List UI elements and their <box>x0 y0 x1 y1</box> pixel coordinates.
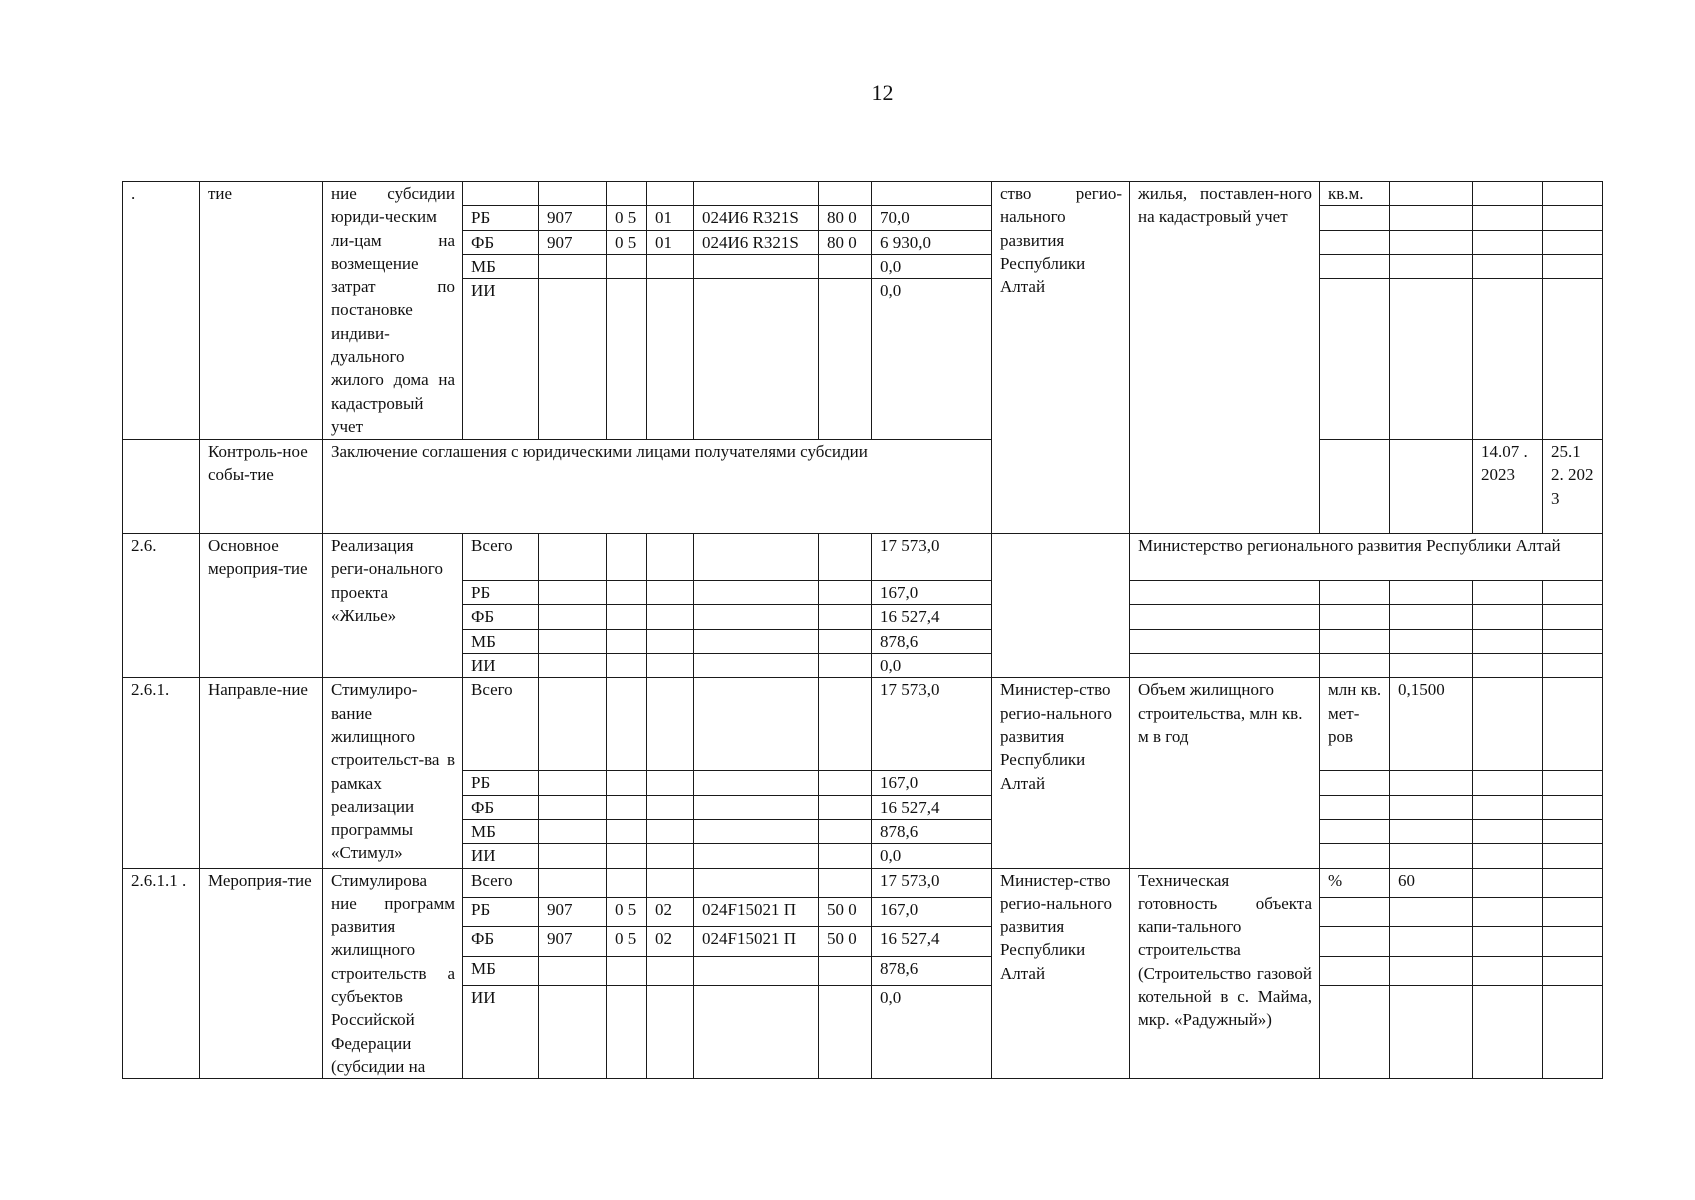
row-type: Мероприя-тие <box>200 868 323 1079</box>
cell <box>1543 986 1603 1079</box>
cell <box>1473 654 1543 678</box>
fin-source: РБ <box>463 771 539 795</box>
fin-grbs <box>539 534 607 581</box>
fin-csr <box>694 534 819 581</box>
row-number: 2.6.1. <box>123 678 200 868</box>
cell <box>1543 819 1603 843</box>
cell <box>1473 927 1543 956</box>
fin-csr: 024F15021 П <box>694 927 819 956</box>
fin-rz: 0 5 <box>607 230 647 254</box>
cell <box>1473 844 1543 868</box>
row-number: 2.6. <box>123 534 200 678</box>
date-end <box>1543 182 1603 206</box>
fin-grbs <box>539 868 607 897</box>
cell <box>1320 279 1390 440</box>
fin-pr <box>647 868 694 897</box>
cell <box>1473 629 1543 653</box>
fin-sum: 167,0 <box>872 771 992 795</box>
cell <box>1543 654 1603 678</box>
fin-vr: 80 0 <box>819 206 872 230</box>
row-type: Направле-ние <box>200 678 323 868</box>
fin-sum: 878,6 <box>872 819 992 843</box>
unit: % <box>1320 868 1390 897</box>
base-value <box>1390 440 1473 534</box>
fin-grbs: 907 <box>539 927 607 956</box>
fin-pr <box>647 629 694 653</box>
fin-grbs <box>539 279 607 440</box>
fin-rz: 0 5 <box>607 927 647 956</box>
fin-rz <box>607 795 647 819</box>
fin-source: МБ <box>463 629 539 653</box>
fin-rz <box>607 629 647 653</box>
fin-rz <box>607 605 647 629</box>
fin-rz <box>607 279 647 440</box>
executor: ство регио-нального развития Республики Алтай <box>992 182 1130 534</box>
fin-grbs: 907 <box>539 230 607 254</box>
fin-csr <box>694 605 819 629</box>
fin-rz: 0 5 <box>607 897 647 926</box>
cell <box>1543 927 1603 956</box>
fin-grbs <box>539 629 607 653</box>
fin-pr: 01 <box>647 230 694 254</box>
date-end <box>1543 678 1603 771</box>
fin-rz <box>607 771 647 795</box>
fin-source: МБ <box>463 819 539 843</box>
cell <box>1543 771 1603 795</box>
fin-sum: 0,0 <box>872 654 992 678</box>
cell <box>1130 605 1320 629</box>
cell <box>1390 956 1473 985</box>
fin-vr: 50 0 <box>819 927 872 956</box>
cell <box>1543 629 1603 653</box>
row-type: Контроль-ное собы-тие <box>200 440 323 534</box>
cell <box>1543 605 1603 629</box>
cell <box>1320 206 1390 230</box>
cell <box>1390 654 1473 678</box>
fin-sum: 70,0 <box>872 206 992 230</box>
fin-sum: 0,0 <box>872 986 992 1079</box>
fin-rz <box>607 678 647 771</box>
fin-source: ФБ <box>463 230 539 254</box>
row-number <box>123 440 200 534</box>
cell <box>1320 795 1390 819</box>
fin-csr <box>694 868 819 897</box>
cell <box>1320 986 1390 1079</box>
fin-vr <box>819 771 872 795</box>
date-start: 14.07 . 2023 <box>1473 440 1543 534</box>
fin-source: Всего <box>463 868 539 897</box>
fin-pr <box>647 254 694 278</box>
cell <box>1320 230 1390 254</box>
fin-grbs <box>539 654 607 678</box>
cell <box>1390 605 1473 629</box>
fin-csr <box>694 819 819 843</box>
cell <box>1543 206 1603 230</box>
cell <box>1390 795 1473 819</box>
cell <box>1320 897 1390 926</box>
fin-grbs <box>539 678 607 771</box>
fin-source: ФБ <box>463 795 539 819</box>
fin-vr <box>819 819 872 843</box>
cell <box>1320 844 1390 868</box>
fin-sum <box>872 182 992 206</box>
fin-sum: 167,0 <box>872 897 992 926</box>
fin-sum: 0,0 <box>872 279 992 440</box>
fin-sum: 17 573,0 <box>872 868 992 897</box>
fin-vr <box>819 581 872 605</box>
cell <box>1390 819 1473 843</box>
cell <box>1473 605 1543 629</box>
fin-rz <box>607 956 647 985</box>
responsible-executor: Министерство регионального развития Республики Алтай <box>1130 534 1603 581</box>
fin-rz <box>607 844 647 868</box>
fin-sum: 16 527,4 <box>872 927 992 956</box>
cell <box>1473 771 1543 795</box>
fin-source: ФБ <box>463 927 539 956</box>
fin-pr <box>647 844 694 868</box>
fin-vr: 50 0 <box>819 897 872 926</box>
fin-sum: 878,6 <box>872 629 992 653</box>
indicator: жилья, поставлен-ного на кадастровый учет <box>1130 182 1320 534</box>
cell <box>1390 254 1473 278</box>
cell <box>1543 795 1603 819</box>
fin-pr: 02 <box>647 927 694 956</box>
cell <box>1320 581 1390 605</box>
fin-pr <box>647 654 694 678</box>
cell <box>1390 986 1473 1079</box>
date-start <box>1473 182 1543 206</box>
cell <box>1130 581 1320 605</box>
cell <box>1390 581 1473 605</box>
fin-sum: 6 930,0 <box>872 230 992 254</box>
cell <box>1473 956 1543 985</box>
fin-csr <box>694 956 819 985</box>
fin-source: МБ <box>463 956 539 985</box>
fin-sum: 167,0 <box>872 581 992 605</box>
fin-vr <box>819 534 872 581</box>
fin-sum: 16 527,4 <box>872 795 992 819</box>
cell <box>1320 927 1390 956</box>
cell <box>1543 279 1603 440</box>
fin-csr <box>694 844 819 868</box>
fin-grbs: 907 <box>539 206 607 230</box>
fin-csr <box>694 254 819 278</box>
indicator: Техническая готовность объекта капи-тального строительства (Строительство газовой котельной в с. Майма, мкр. «Радужный») <box>1130 868 1320 1079</box>
fin-source: Всего <box>463 678 539 771</box>
row-name: ние субсидии юриди-ческим ли-цам на возмещение затрат по постановке индиви-дуального жилого дома на кадастровый учет <box>323 182 463 440</box>
cell <box>1390 927 1473 956</box>
cell <box>1130 654 1320 678</box>
fin-source: РБ <box>463 206 539 230</box>
fin-pr <box>647 605 694 629</box>
executor: Министер-ство регио-нального развития Республики Алтай <box>992 868 1130 1079</box>
row-name: Реализация реги-онального проекта «Жилье» <box>323 534 463 678</box>
fin-grbs <box>539 182 607 206</box>
fin-vr <box>819 182 872 206</box>
date-end <box>1543 868 1603 897</box>
fin-pr <box>647 581 694 605</box>
fin-sum: 0,0 <box>872 844 992 868</box>
fin-pr <box>647 819 694 843</box>
fin-pr: 01 <box>647 206 694 230</box>
cell <box>1473 795 1543 819</box>
fin-csr <box>694 795 819 819</box>
fin-sum: 878,6 <box>872 956 992 985</box>
row-name: Стимулирова ние программ развития жилищного строительств а субъектов Российской Федерации (субсидии на <box>323 868 463 1079</box>
fin-vr <box>819 844 872 868</box>
fin-grbs <box>539 605 607 629</box>
fin-sum: 16 527,4 <box>872 605 992 629</box>
fin-rz <box>607 986 647 1079</box>
cell <box>1390 279 1473 440</box>
cell <box>1390 897 1473 926</box>
fin-source: ФБ <box>463 605 539 629</box>
executor <box>992 534 1130 678</box>
fin-sum: 17 573,0 <box>872 534 992 581</box>
cell <box>1473 819 1543 843</box>
row-name: Стимулиро-вание жилищного строительст-ва в рамках реализации программы «Стимул» <box>323 678 463 868</box>
fin-rz <box>607 254 647 278</box>
cell <box>1473 254 1543 278</box>
fin-grbs <box>539 581 607 605</box>
cell <box>1473 986 1543 1079</box>
row-number: . <box>123 182 200 440</box>
fin-rz: 0 5 <box>607 206 647 230</box>
fin-pr <box>647 986 694 1079</box>
cell <box>1473 206 1543 230</box>
fin-source: РБ <box>463 581 539 605</box>
fin-vr <box>819 678 872 771</box>
date-start <box>1473 678 1543 771</box>
fin-vr <box>819 795 872 819</box>
cell <box>1320 254 1390 278</box>
fin-source: РБ <box>463 897 539 926</box>
fin-grbs <box>539 254 607 278</box>
cell <box>1320 771 1390 795</box>
fin-grbs <box>539 771 607 795</box>
fin-pr <box>647 678 694 771</box>
fin-pr: 02 <box>647 897 694 926</box>
fin-csr <box>694 654 819 678</box>
page-number: 12 <box>871 80 894 105</box>
fin-rz <box>607 868 647 897</box>
base-value: 60 <box>1390 868 1473 897</box>
unit <box>1320 440 1390 534</box>
indicator: Объем жилищного строительства, млн кв. м в год <box>1130 678 1320 868</box>
unit: кв.м. <box>1320 182 1390 206</box>
fin-source: МБ <box>463 254 539 278</box>
fin-source: Всего <box>463 534 539 581</box>
fin-pr <box>647 795 694 819</box>
cell <box>1543 844 1603 868</box>
fin-sum: 17 573,0 <box>872 678 992 771</box>
fin-source <box>463 182 539 206</box>
fin-source: ИИ <box>463 844 539 868</box>
fin-grbs <box>539 986 607 1079</box>
fin-pr <box>647 534 694 581</box>
cell <box>1320 956 1390 985</box>
cell <box>1320 629 1390 653</box>
fin-vr <box>819 279 872 440</box>
fin-csr <box>694 678 819 771</box>
fin-vr <box>819 868 872 897</box>
fin-csr <box>694 986 819 1079</box>
fin-csr <box>694 182 819 206</box>
base-value <box>1390 182 1473 206</box>
date-end: 25.1 2. 202 3 <box>1543 440 1603 534</box>
fin-csr <box>694 629 819 653</box>
base-value: 0,1500 <box>1390 678 1473 771</box>
fin-vr <box>819 254 872 278</box>
fin-csr: 024F15021 П <box>694 897 819 926</box>
row-type: Основное мероприя-тие <box>200 534 323 678</box>
fin-vr <box>819 986 872 1079</box>
cell <box>1320 654 1390 678</box>
fin-grbs <box>539 819 607 843</box>
unit: млн кв. мет-ров <box>1320 678 1390 771</box>
cell <box>1543 230 1603 254</box>
fin-csr: 024И6 R321S <box>694 206 819 230</box>
fin-csr <box>694 279 819 440</box>
date-start <box>1473 868 1543 897</box>
row-number: 2.6.1.1 . <box>123 868 200 1079</box>
cell <box>1390 230 1473 254</box>
fin-grbs <box>539 956 607 985</box>
fin-grbs <box>539 795 607 819</box>
fin-vr <box>819 629 872 653</box>
fin-grbs: 907 <box>539 897 607 926</box>
cell <box>1543 254 1603 278</box>
cell <box>1543 897 1603 926</box>
fin-csr <box>694 581 819 605</box>
fin-rz <box>607 182 647 206</box>
cell <box>1390 844 1473 868</box>
control-event-text: Заключение соглашения с юридическими лицами получателями субсидии <box>323 440 992 534</box>
fin-pr <box>647 771 694 795</box>
fin-pr <box>647 279 694 440</box>
cell <box>1543 956 1603 985</box>
cell <box>1130 629 1320 653</box>
fin-rz <box>607 819 647 843</box>
cell <box>1320 819 1390 843</box>
cell <box>1473 897 1543 926</box>
fin-vr: 80 0 <box>819 230 872 254</box>
cell <box>1473 230 1543 254</box>
fin-rz <box>607 581 647 605</box>
fin-grbs <box>539 844 607 868</box>
fin-sum: 0,0 <box>872 254 992 278</box>
fin-source: ИИ <box>463 279 539 440</box>
fin-rz <box>607 654 647 678</box>
row-type: тие <box>200 182 323 440</box>
fin-rz <box>607 534 647 581</box>
fin-csr <box>694 771 819 795</box>
fin-csr: 024И6 R321S <box>694 230 819 254</box>
cell <box>1390 629 1473 653</box>
fin-pr <box>647 956 694 985</box>
fin-source: ИИ <box>463 986 539 1079</box>
cell <box>1543 581 1603 605</box>
fin-vr <box>819 605 872 629</box>
cell <box>1390 206 1473 230</box>
executor: Министер-ство регио-нального развития Республики Алтай <box>992 678 1130 868</box>
cell <box>1473 581 1543 605</box>
cell <box>1320 605 1390 629</box>
program-table <box>122 181 1603 1079</box>
cell <box>1473 279 1543 440</box>
fin-vr <box>819 956 872 985</box>
cell <box>1390 771 1473 795</box>
fin-pr <box>647 182 694 206</box>
fin-source: ИИ <box>463 654 539 678</box>
fin-vr <box>819 654 872 678</box>
